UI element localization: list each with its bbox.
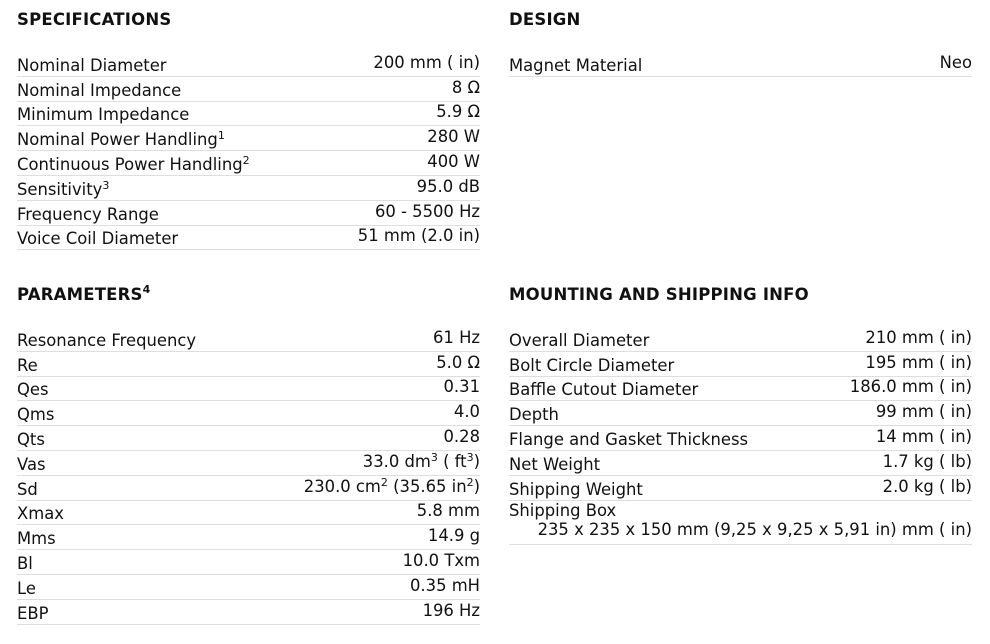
footnote-marker: 2	[242, 153, 250, 167]
design-section	[509, 8, 972, 88]
design-value: Neo	[939, 52, 972, 72]
mount-value: 2.0 kg ( lb)	[882, 476, 972, 496]
design-rows	[509, 52, 972, 77]
mount-row-depth	[509, 401, 972, 426]
design-row-magnet-material	[509, 52, 972, 77]
spec-value: 200 mm ( in)	[373, 52, 480, 72]
param-value: 196 Hz	[422, 600, 480, 620]
param-value: 5.8 mm	[416, 501, 480, 521]
spec-label: Continuous Power Handling$^2$	[17, 153, 250, 174]
param-label: Sd	[17, 479, 38, 499]
spec-row-nominal-diameter	[17, 52, 480, 77]
spec-row-continuous-power-handling	[17, 151, 480, 176]
parameters-section	[17, 283, 480, 633]
spec-row-nominal-power-handling	[17, 126, 480, 151]
param-label: Le	[17, 578, 36, 598]
param-value: 5.0 Ω	[436, 352, 480, 372]
param-value: 10.0 Txm	[402, 550, 480, 570]
spec-row-sensitivity	[17, 176, 480, 201]
param-label: Mms	[17, 529, 56, 549]
param-row-xmax	[17, 501, 480, 526]
footnote-marker: 4	[142, 283, 151, 296]
param-value: 61 Hz	[433, 327, 480, 347]
specifications-rows	[17, 52, 480, 250]
spec-label: Sensitivity$^3$	[17, 178, 110, 199]
param-row-resonance-frequency	[17, 327, 480, 352]
mount-label: Shipping Box	[509, 500, 617, 520]
spec-label: Frequency Range	[17, 204, 159, 224]
mount-label: Net Weight	[509, 454, 601, 474]
param-value: 14.9 g	[427, 526, 480, 546]
param-value: 0.31	[443, 377, 480, 397]
design-title: DESIGN	[509, 10, 581, 29]
spec-label: Nominal Power Handling$^1$	[17, 129, 225, 150]
spec-label: Voice Coil Diameter	[17, 229, 179, 249]
mount-label: Baffle Cutout Diameter	[509, 380, 699, 400]
param-value: 0.28	[443, 426, 480, 446]
mount-label: Depth	[509, 405, 559, 425]
footnote-marker: 3	[102, 178, 110, 192]
mount-row-overall-diameter	[509, 327, 972, 352]
param-row-qes	[17, 377, 480, 402]
spec-row-voice-coil-diameter	[17, 226, 480, 251]
parameters-title: PARAMETERS$^4$	[17, 283, 151, 304]
mount-row-baffle-cutout-diameter	[509, 377, 972, 402]
param-row-bl	[17, 550, 480, 575]
param-label: Vas	[17, 454, 46, 474]
spec-value: 400 W	[427, 151, 480, 171]
param-label: Xmax	[17, 504, 64, 524]
mount-value: 1.7 kg ( lb)	[882, 451, 972, 471]
mount-row-net-weight	[509, 451, 972, 476]
param-row-qts	[17, 426, 480, 451]
mounting-title: MOUNTING AND SHIPPING INFO	[509, 285, 809, 304]
spec-label: Nominal Impedance	[17, 80, 182, 100]
param-label: Qes	[17, 380, 49, 400]
design-label: Magnet Material	[509, 55, 643, 75]
footnote-marker: 1	[217, 129, 225, 143]
specifications-title: SPECIFICATIONS	[17, 10, 172, 29]
mount-value: 99 mm ( in)	[875, 402, 972, 422]
param-label: Qms	[17, 405, 55, 425]
mount-label: Overall Diameter	[509, 330, 650, 350]
spec-label: Minimum Impedance	[17, 105, 190, 125]
param-value: 4.0	[453, 402, 480, 422]
spec-row-frequency-range	[17, 201, 480, 226]
spec-row-minimum-impedance	[17, 102, 480, 127]
specifications-section	[17, 8, 480, 253]
param-row-vas	[17, 451, 480, 476]
mount-row-bolt-circle-diameter	[509, 352, 972, 377]
param-row-mms	[17, 525, 480, 550]
mounting-rows	[509, 327, 972, 545]
mount-value: 186.0 mm ( in)	[849, 377, 972, 397]
mount-row-shipping-box	[509, 501, 972, 545]
spec-row-nominal-impedance	[17, 77, 480, 102]
mount-label: Shipping Weight	[509, 479, 643, 499]
mount-row-shipping-weight	[509, 476, 972, 501]
mounting-section	[509, 283, 972, 553]
param-row-le	[17, 575, 480, 600]
mount-row-flange-gasket-thickness	[509, 426, 972, 451]
spec-value: 60 - 5500 Hz	[374, 201, 480, 221]
param-row-sd	[17, 476, 480, 501]
param-label: EBP	[17, 603, 49, 623]
param-label: Bl	[17, 553, 33, 573]
param-value: 33.0 $dm^3$ ( $ft^3$)	[362, 450, 480, 471]
param-label: Re	[17, 355, 38, 375]
param-value: 0.35 mH	[410, 575, 480, 595]
param-row-qms	[17, 401, 480, 426]
param-value: 230.0 $cm^2$ (35.65 $in^2$)	[303, 475, 480, 496]
mount-label: Bolt Circle Diameter	[509, 355, 675, 375]
spec-value: 8 Ω	[451, 77, 480, 97]
mount-value: 235 x 235 x 150 mm (9,25 x 9,25 x 5,91 in) mm ( in)	[537, 519, 972, 539]
mount-label: Flange and Gasket Thickness	[509, 429, 749, 449]
spec-value: 51 mm (2.0 in)	[357, 226, 480, 246]
mount-value: 195 mm ( in)	[865, 352, 972, 372]
parameters-rows	[17, 327, 480, 625]
spec-value: 95.0 dB	[416, 176, 480, 196]
spec-value: 5.9 Ω	[436, 102, 480, 122]
param-row-ebp	[17, 600, 480, 625]
spec-label: Nominal Diameter	[17, 55, 167, 75]
spec-value: 280 W	[427, 127, 480, 147]
param-label: Qts	[17, 429, 45, 449]
param-row-re	[17, 352, 480, 377]
mount-value: 14 mm ( in)	[875, 426, 972, 446]
mount-value: 210 mm ( in)	[865, 327, 972, 347]
param-label: Resonance Frequency	[17, 330, 197, 350]
